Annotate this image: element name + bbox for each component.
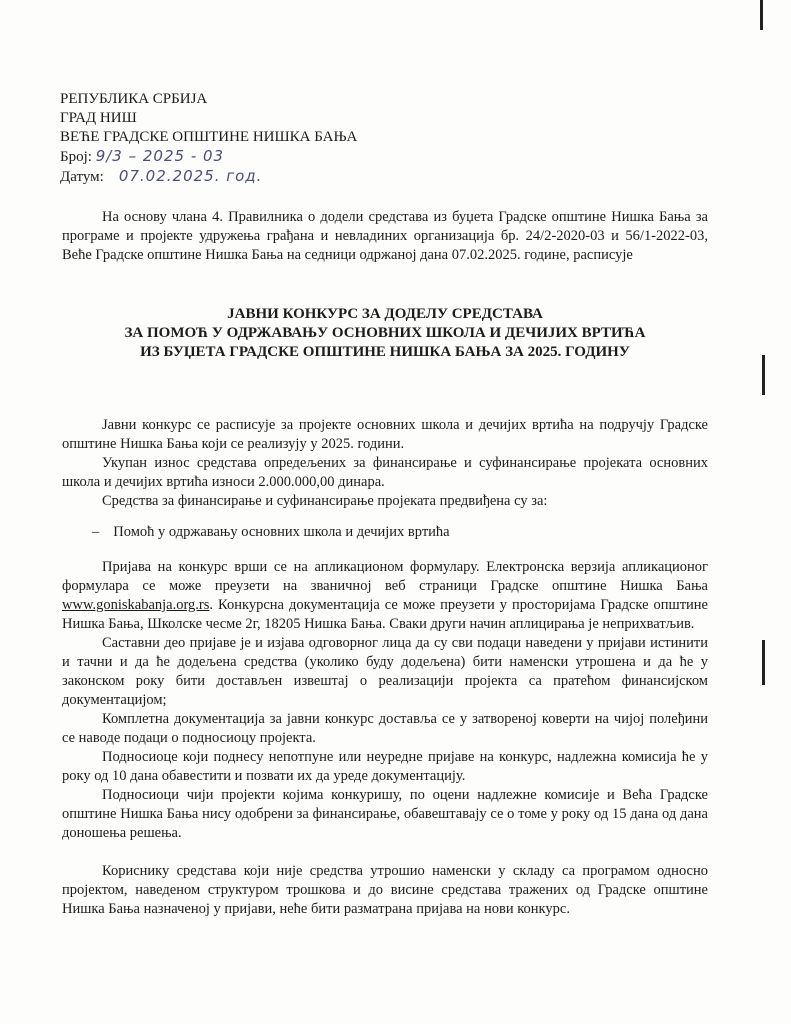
section-recipients	[62, 862, 708, 919]
scan-edge-mark	[762, 355, 765, 395]
number-value: 9/3 – 2025 - 03	[95, 147, 225, 165]
application-paragraph-3: Комплетна документација за јавни конкурс доставља се у затвореној коверти на чијој полеђини се наводе подаци о подносиоцу пројекта.	[62, 711, 708, 746]
bullet-item	[92, 524, 450, 541]
section-application	[62, 558, 708, 843]
recipients-paragraph: Кориснику средстава који није средства утрошио наменски у складу са програмом односно пројектом, наведеном структуром трошкова и до висине средстава тражених од Градске општине Нишка Бања назначеној у пријави, неће бити разматрана пријава на нови конкурс.	[62, 863, 708, 917]
funding-paragraph-1: Јавни конкурс се расписује за пројекте основних школа и дечијих вртића на подручју Градске општине Нишка Бања који се реализују у 2025. години.	[62, 417, 708, 452]
title-line-2: ЗА ПОМОЋ У ОДРЖАВАЊУ ОСНОВНИХ ШКОЛА И ДЕЧИЈИХ ВРТИЋА	[124, 325, 646, 341]
title-line-3: ИЗ БУЏЕТА ГРАДСКЕ ОПШТИНЕ НИШКА БАЊА ЗА 2025. ГОДИНУ	[140, 344, 630, 360]
intro-text: На основу члана 4. Правилника о додели средстава из буџета Градске општине Нишка Бања за програме и пројекте удружења грађана и невладиних организација бр. 24/2-2020-03 и 56/1-2022-03, Веће Градске општине Нишка Бања на седници одржаној дана 07.02.2025. године, расписује	[62, 209, 708, 263]
document-date-row	[60, 167, 357, 187]
scan-edge-mark	[760, 0, 763, 30]
header-city: ГРАД НИШ	[60, 110, 137, 126]
application-text-a: Пријава на конкурс врши се на апликационом формулару. Електронска верзија апликационог формулара се може преузети на званичној веб страници Градске општине Нишка Бања	[62, 559, 708, 594]
date-label: Датум:	[60, 169, 104, 185]
date-value: 07.02.2025. год.	[118, 167, 263, 185]
funding-paragraph-2: Укупан износ средстава опредељених за финансирање и суфинансирање пројеката основних школа и дечијих вртића износи 2.000.000,00 динара.	[62, 455, 708, 490]
bullet-dash: –	[92, 524, 100, 540]
website-link[interactable]: www.goniskabanja.org.rs	[62, 597, 210, 613]
application-text-b: . Конкурсна документација се може преузети у просторијама Градске општине Нишка Бања, Школске чесме 2г, 18205 Нишка Бања. Сваки други начин аплицирања је неприхватљив.	[62, 597, 708, 632]
application-paragraph-2: Саставни део пријаве је и изјава одговорног лица да су сви подаци наведени у пријави истинити и тачни и да ће додељена средства (уколико буду додељена) бити наменски утрошена и да ће у законском року бити достављен извештај о реализацији пројекта са пратећом финансијском документацијом;	[62, 635, 708, 708]
scan-edge-mark	[762, 640, 765, 685]
title-line-1: ЈАВНИ КОНКУРС ЗА ДОДЕЛУ СРЕДСТАВА	[227, 306, 543, 322]
header-council: ВЕЋЕ ГРАДСКЕ ОПШТИНЕ НИШКА БАЊА	[60, 129, 358, 145]
bullet-text: Помоћ у одржавању основних школа и дечијих вртића	[113, 524, 450, 540]
funding-paragraph-3: Средства за финансирање и суфинансирање пројеката предвиђена су за:	[102, 493, 548, 509]
document-number-row	[60, 147, 357, 167]
intro-paragraph	[62, 208, 708, 265]
number-label: Број:	[60, 149, 92, 165]
application-paragraph-5: Подносиоци чији пројекти којима конкуришу, по оцени надлежне комисије и Већа Градске општине Нишка Бања нису одобрени за финансирање, обавештавају се о томе у року од 15 дана од дана доношења решења.	[62, 787, 708, 841]
application-paragraph-4: Подносиоце који поднесу непотпуне или неуредне пријаве на конкурс, надлежна комисија ће у року од 10 дана обавестити и позвати их да уреде документацију.	[62, 749, 708, 784]
document-title	[62, 305, 708, 362]
application-paragraph-1	[62, 558, 708, 634]
document-header	[60, 90, 357, 187]
section-funding	[62, 416, 708, 511]
header-country: РЕПУБЛИКА СРБИЈА	[60, 91, 208, 107]
